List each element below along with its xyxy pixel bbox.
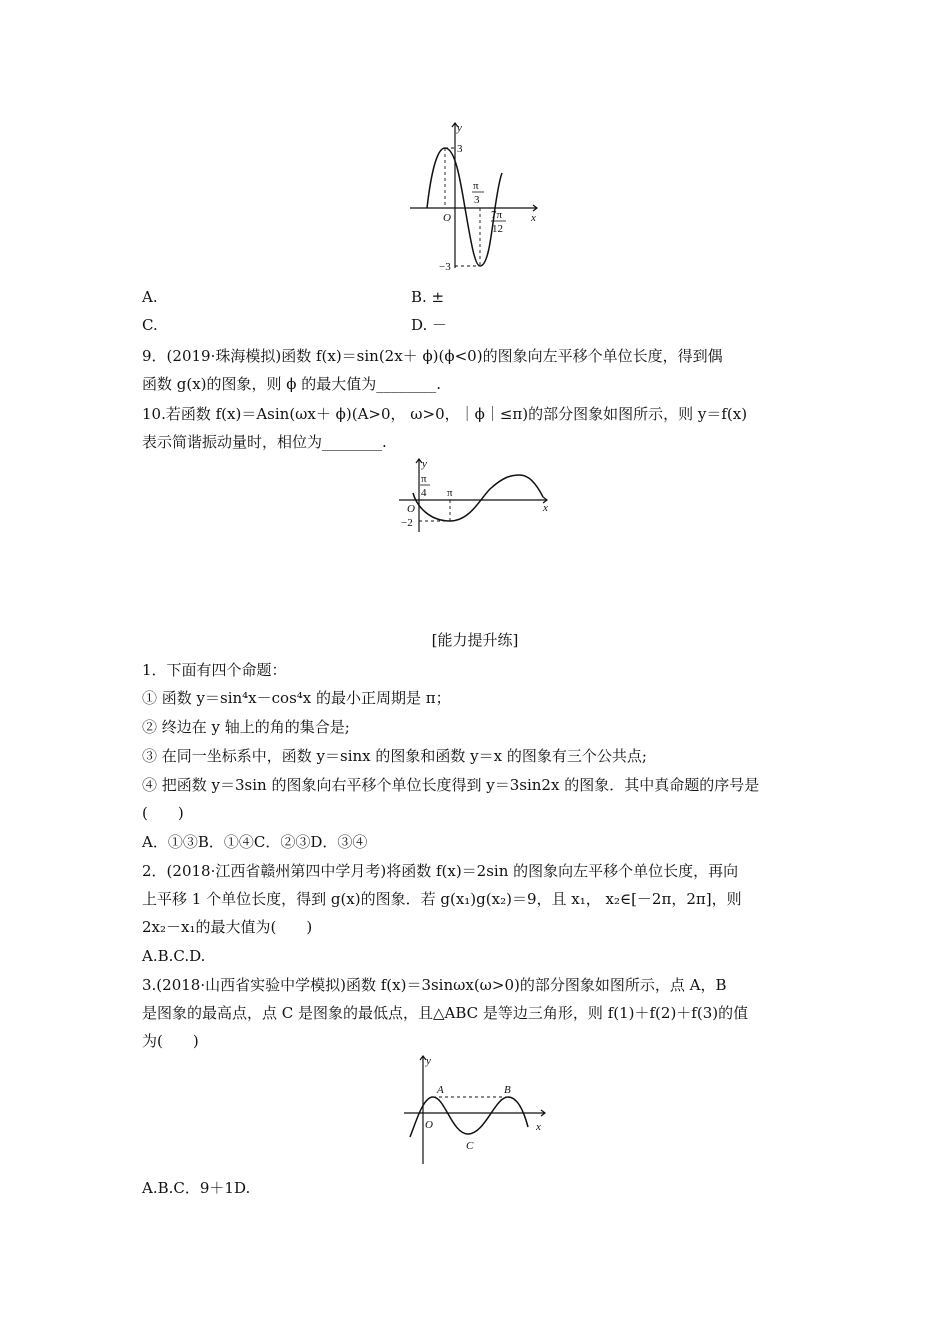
fig1-pi3-den: 3 (474, 194, 480, 206)
figure-1-sine-graph (405, 118, 545, 278)
q10-line-2: 表示简谐振动量时，相位为________. (142, 433, 387, 451)
fig2-curve (413, 475, 543, 521)
fig3-x-label: x (536, 1121, 541, 1133)
p3-line-1: 3.(2018·山西省实验中学模拟)函数 f(x)＝3sinωx(ω>0)的部分图象如图所示，点 A，B (142, 976, 727, 994)
fig1-pi3-num: π (473, 180, 479, 192)
figure-2-sine-graph (395, 455, 560, 535)
p1-answer-paren: ( ) (142, 804, 184, 822)
fig2-y-label: y (422, 458, 427, 470)
p2-options: A.B.C.D. (142, 947, 206, 965)
fig1-y-top: 3 (457, 143, 463, 155)
p3-line-3: 为( ) (142, 1032, 199, 1050)
p1-options: A．①③B．①④C．②③D．③④ (142, 833, 368, 851)
p2-line-1: 2．(2018·江西省赣州第四中学月考)将函数 f(x)＝2sin 的图象向左平移个单位长度，再向 (142, 862, 739, 880)
fig1-p712-num: 7π (491, 209, 503, 221)
q10-line-1: 10.若函数 f(x)＝Asin(ωx＋ ϕ)(A>0， ω>0，｜ϕ｜≤π)的部分图象如图所示，则 y＝f(x) (142, 405, 748, 423)
fig3-y-label: y (426, 1055, 431, 1067)
q9-line-2: 函数 g(x)的图象，则 ϕ 的最大值为________. (142, 375, 442, 393)
p2-line-2: 上平移 1 个单位长度，得到 g(x)的图象．若 g(x₁)g(x₂)＝9，且 x₁， x₂∈[－2π，2π]，则 (142, 890, 742, 908)
p3-options: A.B.C．9＋1D. (142, 1179, 251, 1197)
q8-option-a: A. (142, 288, 158, 306)
q8-option-b: B. ± (411, 288, 445, 306)
p1-intro: 1．下面有四个命题： (142, 661, 287, 679)
fig2-x-label: x (543, 502, 548, 514)
fig1-origin: O (443, 212, 451, 224)
p2-line-3: 2x₂－x₁的最大值为( ) (142, 918, 313, 936)
fig1-curve (427, 148, 502, 266)
fig2-pi4-den: 4 (421, 487, 427, 499)
p1-statement-1: ① 函数 y＝sin⁴x－cos⁴x 的最小正周期是 π； (142, 689, 451, 707)
fig3-point-c: C (466, 1140, 474, 1152)
fig1-y-label: y (457, 122, 462, 134)
fig1-x-label: x (531, 212, 536, 224)
p1-statement-2: ② 终边在 y 轴上的角的集合是; (142, 718, 350, 736)
fig3-origin: O (425, 1119, 433, 1131)
q8-option-d: D. － (411, 316, 448, 334)
fig3-point-a: A (437, 1084, 444, 1096)
fig3-point-b: B (504, 1084, 511, 1096)
fig2-pi4-num: π (421, 473, 427, 485)
p1-statement-3: ③ 在同一坐标系中，函数 y＝sinx 的图象和函数 y＝x 的图象有三个公共点; (142, 747, 647, 765)
q8-option-c: C. (142, 316, 158, 334)
fig2-pi-tick: π (447, 487, 453, 499)
p1-statement-4: ④ 把函数 y＝3sin 的图象向右平移个单位长度得到 y＝3sin2x 的图象．其中真命题的序号是 (142, 776, 760, 794)
figure-3-sine-graph (400, 1052, 550, 1167)
p3-line-2: 是图象的最高点，点 C 是图象的最低点，且△ABC 是等边三角形，则 f(1)＋f(2)＋f(3)的值 (142, 1004, 749, 1022)
fig3-curve (410, 1097, 528, 1137)
fig2-origin: O (407, 503, 415, 515)
fig1-y-bottom: −3 (439, 261, 451, 273)
q9-line-1: 9．(2019·珠海模拟)函数 f(x)＝sin(2x＋ ϕ)(ϕ<0)的图象向左平移个单位长度，得到偶 (142, 347, 723, 365)
section-title: [能力提升练] (431, 631, 519, 649)
fig2-y-min: −2 (401, 517, 413, 529)
fig1-p712-den: 12 (492, 223, 503, 235)
